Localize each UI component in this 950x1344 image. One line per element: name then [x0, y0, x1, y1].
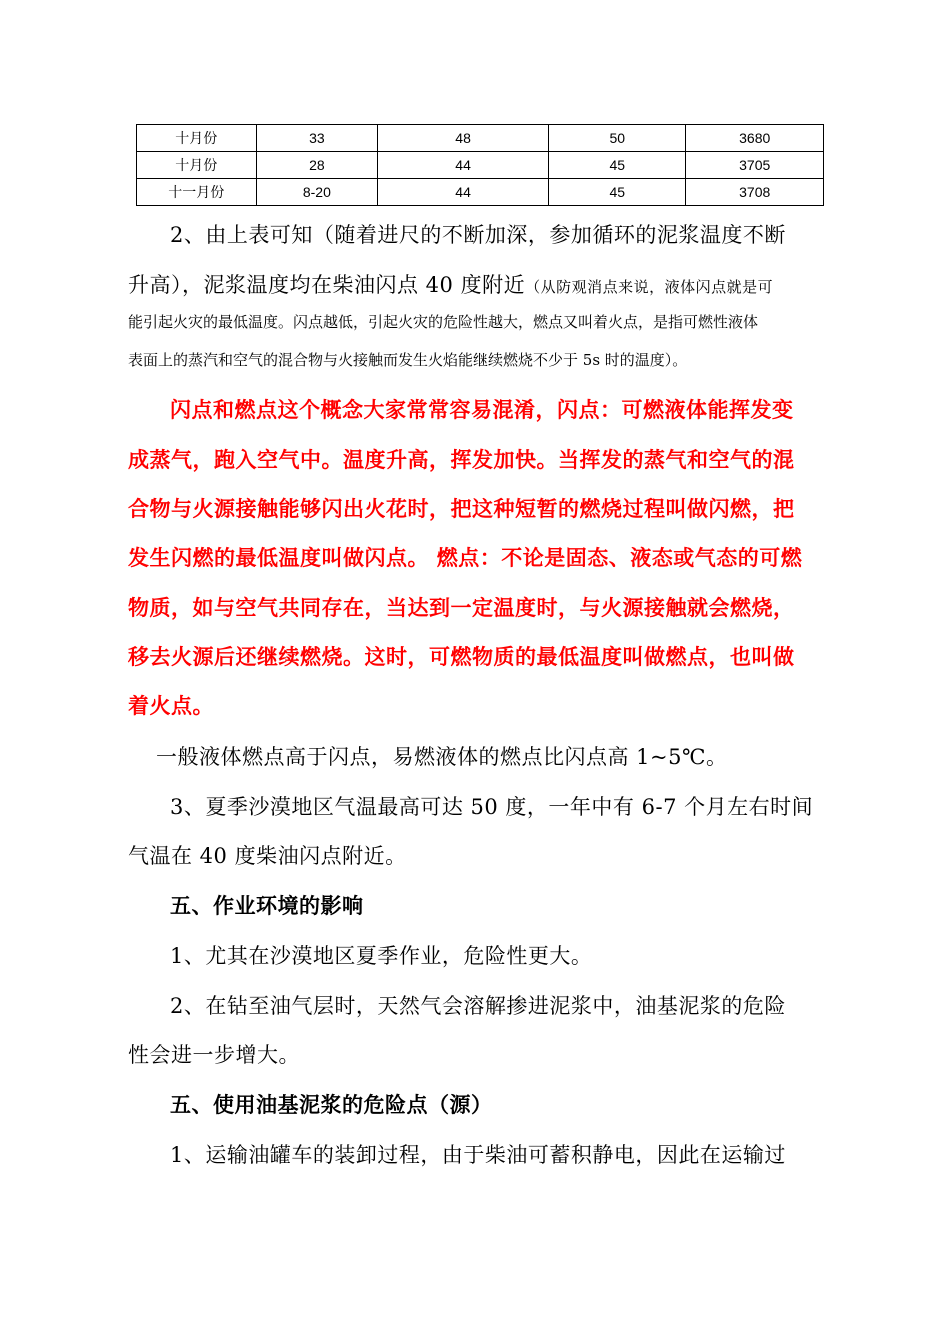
table-cell: 3680 — [686, 125, 824, 152]
table-row — [137, 179, 824, 206]
paragraph-2-note-line-1: 能引起火灾的最低温度。闪点越低，引起火灾的危险性越大，燃点又叫着火点，是指可燃性液体 — [128, 313, 759, 331]
paragraph-3-line-1: 3、夏季沙漠地区气温最高可达 50 度，一年中有 6-7 个月左右时间 — [170, 795, 814, 819]
table-cell: 3708 — [686, 179, 824, 206]
paragraph-2-main-text: 升高），泥浆温度均在柴油闪点 40 度附近 — [128, 273, 526, 297]
table-cell: 28 — [256, 152, 378, 179]
data-table — [136, 124, 824, 206]
red-paragraph-line-1: 闪点和燃点这个概念大家常常容易混淆，闪点：可燃液体能挥发变 — [170, 397, 794, 422]
red-paragraph-line-7: 着火点。 — [128, 693, 214, 718]
table-cell: 33 — [256, 125, 378, 152]
table-cell: 44 — [378, 179, 549, 206]
table-cell: 3705 — [686, 152, 824, 179]
section-5a-item-1: 1、尤其在沙漠地区夏季作业，危险性更大。 — [170, 944, 593, 968]
paragraph-3-line-2: 气温在 40 度柴油闪点附近。 — [128, 844, 407, 868]
table-cell: 50 — [549, 125, 686, 152]
table-cell: 十月份 — [137, 125, 257, 152]
section-title-hazard-points: 五、使用油基泥浆的危险点（源） — [170, 1092, 493, 1117]
table-cell: 45 — [549, 179, 686, 206]
section-5a-item-2-line-1: 2、在钻至油气层时，天然气会溶解掺进泥浆中，油基泥浆的危险 — [170, 994, 786, 1018]
red-paragraph-line-2: 成蒸气，跑入空气中。温度升高，挥发加快。当挥发的蒸气和空气的混 — [128, 447, 795, 472]
table-cell: 45 — [549, 152, 686, 179]
paragraph-2-line-1: 2、由上表可知（随着进尺的不断加深，参加循环的泥浆温度不断 — [170, 223, 786, 247]
red-paragraph-line-3: 合物与火源接触能够闪出火花时，把这种短暂的燃烧过程叫做闪燃，把 — [128, 496, 795, 521]
red-paragraph-line-4: 发生闪燃的最低温度叫做闪点。 燃点：不论是固态、液态或气态的可燃 — [128, 545, 803, 570]
table-cell: 8-20 — [256, 179, 378, 206]
table-cell: 44 — [378, 152, 549, 179]
table-row — [137, 152, 824, 179]
table-cell: 十月份 — [137, 152, 257, 179]
table-row — [137, 125, 824, 152]
paragraph-2-note-start: （从防观消点来说，液体闪点就是可 — [525, 278, 774, 296]
red-paragraph-line-5: 物质，如与空气共同存在，当达到一定温度时，与火源接触就会燃烧， — [128, 595, 795, 620]
section-title-work-environment: 五、作业环境的影响 — [170, 893, 364, 918]
general-statement: 一般液体燃点高于闪点，易燃液体的燃点比闪点高 1~5℃。 — [156, 745, 728, 769]
section-5b-item-1: 1、运输油罐车的装卸过程，由于柴油可蓄积静电，因此在运输过 — [170, 1143, 786, 1167]
table-cell: 48 — [378, 125, 549, 152]
red-paragraph-line-6: 移去火源后还继续燃烧。这时，可燃物质的最低温度叫做燃点，也叫做 — [128, 644, 795, 669]
section-5a-item-2-line-2: 性会进一步增大。 — [128, 1043, 300, 1067]
table-cell: 十一月份 — [137, 179, 257, 206]
paragraph-2-note-line-2: 表面上的蒸汽和空气的混合物与火接触而发生火焰能继续燃烧不少于 5s 时的温度）。 — [128, 351, 688, 369]
